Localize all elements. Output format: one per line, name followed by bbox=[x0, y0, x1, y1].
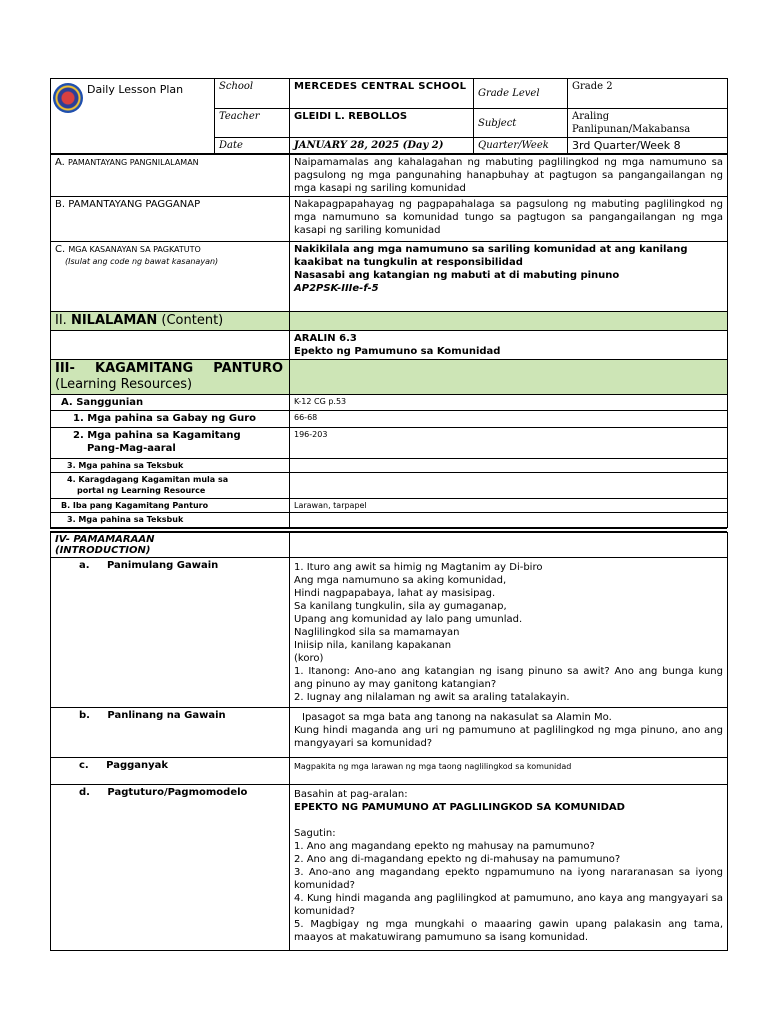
teacher-value: GLEIDI L. REBOLLOS bbox=[290, 109, 474, 138]
proc-a-label: Panimulang Gawain bbox=[106, 560, 219, 571]
question-item: 2. Ano ang di-magandang epekto ng di-mahusay na pamumuno? bbox=[294, 854, 621, 865]
content-heading bbox=[51, 312, 290, 331]
school-value: MERCEDES CENTRAL SCHOOL bbox=[290, 79, 474, 109]
obj-b-label: B. PAMANTAYANG PAGGANAP bbox=[51, 197, 290, 242]
obj-c-prefix: C. bbox=[55, 244, 66, 255]
resources-title: III- KAGAMITANG PANTURO bbox=[55, 361, 283, 376]
proc-b-content bbox=[290, 708, 728, 758]
header-title-cell bbox=[51, 79, 215, 154]
res-a-value: K-12 CG p.53 bbox=[290, 395, 728, 411]
song-line: (koro) bbox=[294, 653, 324, 664]
proc-d-content bbox=[290, 785, 728, 951]
res-a-label: A. Sanggunian bbox=[51, 395, 290, 411]
date-label: Date bbox=[215, 138, 290, 154]
proc-d-intro: Basahin at pag-aralan: bbox=[294, 789, 408, 800]
obj-c-code: AP2PSK-IIIe-f-5 bbox=[294, 283, 379, 294]
procedure-heading-fill bbox=[290, 533, 728, 558]
date-value: JANUARY 28, 2025 (Day 2) bbox=[290, 138, 474, 154]
school-label: School bbox=[215, 79, 290, 109]
res-1-value: 66-68 bbox=[290, 411, 728, 428]
obj-c-text-cell bbox=[290, 242, 728, 312]
proc-a-question-1: 1. Itanong: Ano-ano ang katangian ng isang pinuno sa awit? Ano ang bunga kung ang pinuno ay may ganitong katangian? bbox=[294, 666, 723, 690]
proc-d-sagutin: Sagutin: bbox=[294, 828, 336, 839]
res-1-label: 1. Mga pahina sa Gabay ng Guro bbox=[51, 411, 290, 428]
proc-d-letter: d. bbox=[79, 787, 90, 798]
res-4-value bbox=[290, 473, 728, 499]
obj-a-label bbox=[51, 155, 290, 197]
proc-b-line-2: Kung hindi maganda ang uri ng pamumuno at paglilingkod ng mga pinuno, ano ang mangyayari sa komunidad? bbox=[294, 725, 723, 749]
song-line: Upang ang komunidad ay lalo pang umunlad. bbox=[294, 614, 523, 625]
res-2-label-1: 2. Mga pahina sa Kagamitang bbox=[73, 430, 241, 441]
res-4-label-2: portal ng Learning Resource bbox=[77, 486, 206, 495]
grade-label: Grade Level bbox=[474, 79, 568, 109]
quarter-label: Quarter/Week bbox=[474, 138, 568, 154]
res-3-label: 3. Mga pahina sa Teksbuk bbox=[51, 459, 290, 473]
aralin-number: ARALIN 6.3 bbox=[294, 333, 357, 344]
proc-d-label-cell bbox=[51, 785, 290, 951]
obj-b-text: Nakapagpapahayag ng pagpapahalaga sa pagsulong ng mabuting paglilingkod ng mga namumuno sa komunidad tungo sa pagtugon sa pangangailangan ng mga kasapi ng sariling komunidad bbox=[290, 197, 728, 242]
obj-a-text: Naipamamalas ang kahalagahan ng mabuting paglilingkod ng mga namumuno sa pagsulong ng mga pangunahing hanapbuhay at pagtugon sa pangangailangan ng mga kasapi ng sariling komunidad bbox=[290, 155, 728, 197]
obj-c-label: MGA KASANAYAN SA PAGKATUTO bbox=[68, 245, 201, 254]
aralin-title: Epekto ng Pamumuno sa Komunidad bbox=[294, 346, 501, 357]
question-item: 4. Kung hindi maganda ang paglilingkod at pamumuno, ano kaya ang mangyayari sa komunidad? bbox=[294, 893, 723, 917]
main-table bbox=[50, 154, 728, 528]
question-item: 1. Ano ang magandang epekto ng mahusay na pamumuno? bbox=[294, 841, 595, 852]
content-empty bbox=[51, 331, 290, 360]
res-3-value bbox=[290, 459, 728, 473]
subject-label: Subject bbox=[474, 109, 568, 138]
resources-sub: (Learning Resources) bbox=[55, 377, 193, 392]
grade-value: Grade 2 bbox=[568, 79, 728, 109]
proc-a-content bbox=[290, 558, 728, 708]
header-table bbox=[50, 78, 728, 154]
song-line: Hindi nagpapabaya, lahat ay masisipag. bbox=[294, 588, 496, 599]
song-line: Sa kanilang tungkulin, sila ay gumaganap, bbox=[294, 601, 507, 612]
res-b-value: Larawan, tarpapel bbox=[290, 499, 728, 513]
res-2-label-2: Pang-Mag-aaral bbox=[87, 443, 176, 454]
song-line: Iniisip nila, kanilang kapakanan bbox=[294, 640, 452, 651]
res-5-label: 3. Mga pahina sa Teksbuk bbox=[51, 513, 290, 528]
res-4-label-1: 4. Karagdagang Kagamitan mula sa bbox=[67, 475, 229, 484]
proc-b-label-cell bbox=[51, 708, 290, 758]
aralin-cell bbox=[290, 331, 728, 360]
question-item: 3. Ano-ano ang magandang epekto ngpamumuno na iyong nararanasan sa iyong komunidad? bbox=[294, 867, 723, 891]
obj-c-text2: Nasasabi ang katangian ng mabuti at di mabuting pinuno bbox=[294, 270, 620, 281]
content-title: NILALAMAN bbox=[70, 313, 158, 328]
lesson-plan-page bbox=[50, 78, 727, 951]
resources-heading bbox=[51, 360, 290, 395]
content-heading-fill bbox=[290, 312, 728, 331]
proc-c-label-cell bbox=[51, 758, 290, 785]
proc-b-label: Panlinang na Gawain bbox=[107, 710, 226, 721]
content-num: II. bbox=[55, 313, 67, 328]
resources-heading-fill bbox=[290, 360, 728, 395]
subject-value: Araling Panlipunan/Makabansa bbox=[568, 109, 728, 138]
obj-c-label-cell bbox=[51, 242, 290, 312]
proc-a-letter: a. bbox=[79, 560, 90, 571]
proc-a-label-cell bbox=[51, 558, 290, 708]
proc-b-line-1: Ipasagot sa mga bata ang tanong na nakasulat sa Alamin Mo. bbox=[302, 712, 612, 723]
song-line: 1. Ituro ang awit sa himig ng Magtanim ay Di-biro bbox=[294, 562, 543, 573]
res-b-label: B. Iba pang Kagamitang Panturo bbox=[51, 499, 290, 513]
procedure-table bbox=[50, 532, 728, 951]
proc-d-title: EPEKTO NG PAMUMUNO AT PAGLILINGKOD SA KOMUNIDAD bbox=[294, 802, 625, 813]
content-sub: (Content) bbox=[161, 313, 224, 328]
song-line: Ang mga namumuno sa aking komunidad, bbox=[294, 575, 507, 586]
proc-c-label: Pagganyak bbox=[106, 760, 169, 771]
procedure-heading bbox=[51, 533, 290, 558]
res-2-label-cell bbox=[51, 428, 290, 459]
teacher-label: Teacher bbox=[215, 109, 290, 138]
question-item: 5. Magbigay ng mga mungkahi o maaaring gawin upang palakasin ang tama, maayos at makatuwirang pamumuno sa isang komunidad. bbox=[294, 919, 723, 943]
res-5-value bbox=[290, 513, 728, 528]
proc-d-label: Pagtuturo/Pagmomodelo bbox=[107, 787, 248, 798]
obj-a-text-label: PAMANTAYANG PANGNILALAMAN bbox=[68, 158, 199, 167]
deped-seal-icon bbox=[53, 83, 83, 113]
res-4-label-cell bbox=[51, 473, 290, 499]
doc-title: Daily Lesson Plan bbox=[87, 83, 184, 96]
obj-c-note: (Isulat ang code ng bawat kasanayan) bbox=[65, 257, 219, 266]
proc-c-content: Magpakita ng mga larawan ng mga taong naglilingkod sa komunidad bbox=[290, 758, 728, 785]
proc-a-question-2: 2. Iugnay ang nilalaman ng awit sa araling tatalakayin. bbox=[294, 692, 570, 703]
quarter-value: 3rd Quarter/Week 8 bbox=[568, 138, 728, 154]
obj-a-prefix: A. bbox=[55, 157, 65, 168]
song-line: Naglilingkod sila sa mamamayan bbox=[294, 627, 460, 638]
res-2-value: 196-203 bbox=[290, 428, 728, 459]
proc-c-letter: c. bbox=[79, 760, 89, 771]
obj-c-text1: Nakikilala ang mga namumuno sa sariling komunidad at ang kanilang kaakibat na tungkulin at responsibilidad bbox=[294, 244, 688, 268]
procedure-sub: (INTRODUCTION) bbox=[55, 545, 151, 556]
procedure-title: IV- PAMAMARAAN bbox=[55, 534, 155, 545]
proc-b-letter: b. bbox=[79, 710, 90, 721]
